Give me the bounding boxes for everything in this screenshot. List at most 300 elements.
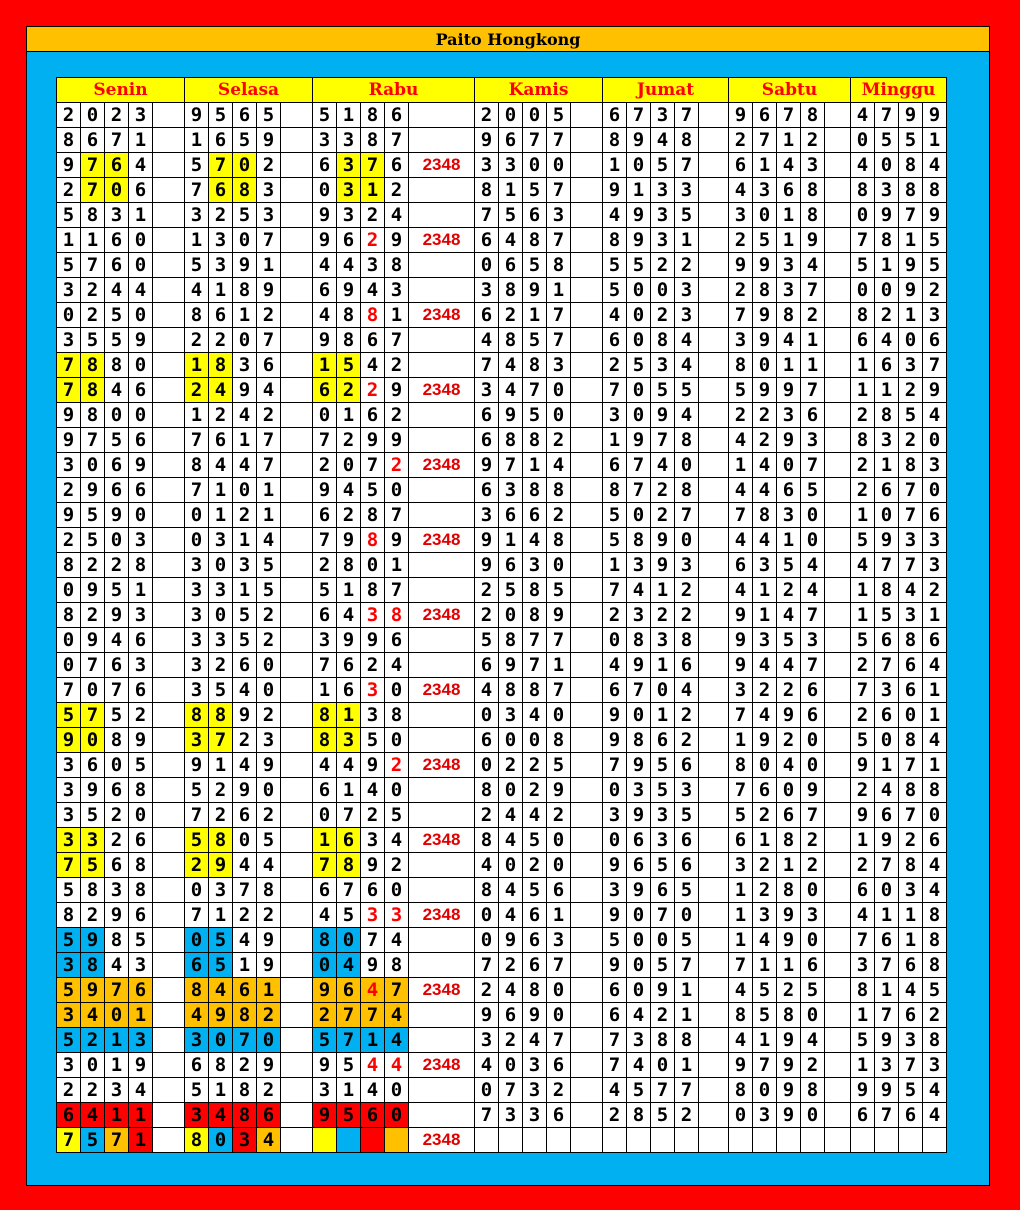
digit-cell-selasa: 8 — [233, 178, 257, 203]
spacer-cell — [571, 153, 603, 178]
digit-cell-rabu: 1 — [361, 178, 385, 203]
digit-cell-jumat: 1 — [603, 153, 627, 178]
spacer-cell — [281, 653, 313, 678]
spacer-cell — [153, 153, 185, 178]
digit-cell-senin: 5 — [105, 578, 129, 603]
digit-cell-selasa: 0 — [233, 828, 257, 853]
digit-cell-senin: 7 — [81, 653, 105, 678]
spacer-cell — [281, 878, 313, 903]
day-header-rabu: Rabu — [313, 78, 475, 103]
spacer-cell — [153, 478, 185, 503]
digit-cell-minggu: 9 — [899, 278, 923, 303]
digit-cell-kamis: 5 — [499, 203, 523, 228]
digit-cell-sabtu — [729, 1128, 753, 1153]
digit-cell-kamis: 3 — [523, 1053, 547, 1078]
spacer-cell — [571, 953, 603, 978]
digit-cell-senin: 7 — [81, 253, 105, 278]
spacer-cell — [571, 1103, 603, 1128]
digit-cell-rabu: 2 — [385, 453, 409, 478]
spacer-cell — [153, 828, 185, 853]
digit-cell-kamis: 9 — [547, 603, 571, 628]
rabu-marker: 2348 — [409, 828, 475, 853]
spacer-cell — [825, 353, 851, 378]
digit-cell-selasa: 2 — [233, 503, 257, 528]
digit-cell-selasa: 8 — [209, 353, 233, 378]
digit-cell-minggu: 8 — [923, 1028, 947, 1053]
digit-cell-sabtu: 3 — [753, 553, 777, 578]
digit-cell-sabtu: 7 — [777, 103, 801, 128]
spacer-cell — [153, 253, 185, 278]
digit-cell-rabu: 6 — [361, 403, 385, 428]
digit-cell-selasa: 9 — [185, 103, 209, 128]
digit-cell-rabu — [313, 1128, 337, 1153]
table-row — [57, 553, 947, 578]
spacer-cell — [825, 578, 851, 603]
spacer-cell — [571, 703, 603, 728]
rabu-marker: 2348 — [409, 453, 475, 478]
digit-cell-minggu: 7 — [899, 478, 923, 503]
digit-cell-kamis: 1 — [547, 653, 571, 678]
digit-cell-selasa: 1 — [233, 953, 257, 978]
digit-cell-senin: 4 — [105, 278, 129, 303]
digit-cell-senin: 7 — [81, 178, 105, 203]
digit-cell-kamis: 7 — [523, 378, 547, 403]
digit-cell-minggu: 2 — [923, 1003, 947, 1028]
digit-cell-rabu: 1 — [337, 778, 361, 803]
digit-cell-minggu: 7 — [875, 1103, 899, 1128]
rabu-marker — [409, 728, 475, 753]
digit-cell-jumat: 4 — [651, 453, 675, 478]
digit-cell-selasa: 3 — [233, 1128, 257, 1153]
digit-cell-selasa: 9 — [257, 753, 281, 778]
digit-cell-rabu: 2 — [361, 378, 385, 403]
digit-cell-jumat: 3 — [675, 553, 699, 578]
digit-cell-senin: 2 — [81, 278, 105, 303]
digit-cell-senin: 5 — [57, 878, 81, 903]
digit-cell-kamis: 7 — [523, 628, 547, 653]
digit-cell-senin: 0 — [57, 578, 81, 603]
digit-cell-selasa: 2 — [233, 728, 257, 753]
digit-cell-rabu: 3 — [361, 603, 385, 628]
digit-cell-sabtu: 4 — [753, 703, 777, 728]
digit-cell-selasa: 6 — [257, 1103, 281, 1128]
digit-cell-rabu: 9 — [385, 228, 409, 253]
digit-cell-sabtu — [753, 1128, 777, 1153]
digit-cell-rabu: 4 — [313, 903, 337, 928]
digit-cell-rabu: 3 — [361, 903, 385, 928]
digit-cell-senin: 2 — [81, 1028, 105, 1053]
digit-cell-selasa: 3 — [209, 253, 233, 278]
digit-cell-senin: 0 — [129, 353, 153, 378]
digit-cell-minggu: 6 — [851, 328, 875, 353]
digit-cell-jumat: 4 — [675, 328, 699, 353]
digit-cell-rabu: 4 — [361, 978, 385, 1003]
rabu-marker — [409, 278, 475, 303]
digit-cell-sabtu: 9 — [777, 1078, 801, 1103]
table-row — [57, 703, 947, 728]
digit-cell-sabtu: 9 — [729, 603, 753, 628]
digit-cell-selasa: 0 — [233, 153, 257, 178]
digit-cell-rabu — [361, 1128, 385, 1153]
digit-cell-selasa: 4 — [185, 1003, 209, 1028]
digit-cell-sabtu: 7 — [801, 453, 825, 478]
digit-cell-selasa: 3 — [209, 578, 233, 603]
digit-cell-senin: 8 — [57, 553, 81, 578]
digit-cell-sabtu: 8 — [801, 203, 825, 228]
digit-cell-minggu: 9 — [875, 1028, 899, 1053]
digit-cell-rabu: 3 — [313, 1078, 337, 1103]
digit-cell-senin: 7 — [57, 353, 81, 378]
table-row — [57, 753, 947, 778]
spacer-cell — [281, 678, 313, 703]
digit-cell-rabu: 6 — [385, 103, 409, 128]
digit-cell-minggu: 4 — [899, 578, 923, 603]
digit-cell-minggu: 5 — [851, 528, 875, 553]
digit-cell-sabtu: 5 — [801, 478, 825, 503]
digit-cell-rabu: 4 — [313, 303, 337, 328]
table-row — [57, 1128, 947, 1153]
digit-cell-jumat: 3 — [651, 228, 675, 253]
digit-cell-minggu: 7 — [899, 753, 923, 778]
digit-cell-jumat: 4 — [603, 653, 627, 678]
digit-cell-senin: 3 — [129, 603, 153, 628]
digit-cell-senin: 0 — [81, 453, 105, 478]
spacer-cell — [699, 778, 729, 803]
digit-cell-jumat: 2 — [675, 578, 699, 603]
digit-cell-minggu: 5 — [851, 1028, 875, 1053]
digit-cell-rabu: 7 — [361, 928, 385, 953]
digit-cell-sabtu: 7 — [801, 278, 825, 303]
digit-cell-sabtu: 9 — [753, 378, 777, 403]
digit-cell-jumat: 1 — [651, 653, 675, 678]
digit-cell-minggu: 0 — [923, 803, 947, 828]
digit-cell-rabu: 9 — [313, 328, 337, 353]
digit-cell-selasa: 5 — [233, 203, 257, 228]
rabu-marker — [409, 653, 475, 678]
digit-cell-kamis: 8 — [547, 728, 571, 753]
digit-cell-selasa: 8 — [233, 1078, 257, 1103]
digit-cell-selasa: 4 — [233, 403, 257, 428]
spacer-cell — [571, 103, 603, 128]
digit-cell-kamis: 8 — [499, 628, 523, 653]
digit-cell-rabu: 1 — [361, 1028, 385, 1053]
digit-cell-selasa: 3 — [209, 528, 233, 553]
digit-cell-selasa: 2 — [257, 803, 281, 828]
digit-cell-rabu: 6 — [313, 378, 337, 403]
digit-cell-sabtu: 0 — [753, 753, 777, 778]
digit-cell-rabu: 0 — [361, 553, 385, 578]
digit-cell-senin: 2 — [105, 553, 129, 578]
digit-cell-kamis: 3 — [475, 503, 499, 528]
digit-cell-selasa: 5 — [209, 103, 233, 128]
digit-cell-jumat: 0 — [651, 678, 675, 703]
digit-cell-selasa: 6 — [209, 178, 233, 203]
digit-cell-kamis: 6 — [523, 503, 547, 528]
digit-cell-sabtu: 9 — [753, 328, 777, 353]
digit-cell-senin: 9 — [81, 928, 105, 953]
digit-cell-jumat: 3 — [651, 353, 675, 378]
digit-cell-senin: 3 — [57, 328, 81, 353]
spacer-cell — [571, 803, 603, 828]
digit-cell-minggu: 0 — [923, 478, 947, 503]
rabu-marker — [409, 178, 475, 203]
spacer-cell — [281, 178, 313, 203]
digit-cell-senin: 6 — [105, 653, 129, 678]
digit-cell-jumat: 5 — [603, 503, 627, 528]
spacer-cell — [699, 303, 729, 328]
spacer-cell — [281, 728, 313, 753]
spacer-cell — [825, 803, 851, 828]
digit-cell-kamis: 7 — [547, 178, 571, 203]
digit-cell-jumat: 2 — [675, 603, 699, 628]
digit-cell-kamis: 9 — [475, 453, 499, 478]
spacer-cell — [571, 328, 603, 353]
digit-cell-rabu: 8 — [361, 578, 385, 603]
spacer-cell — [281, 228, 313, 253]
digit-cell-selasa: 4 — [257, 1128, 281, 1153]
spacer-cell — [153, 1078, 185, 1103]
digit-cell-sabtu — [777, 1128, 801, 1153]
digit-cell-minggu: 5 — [851, 728, 875, 753]
digit-cell-jumat: 5 — [675, 203, 699, 228]
digit-cell-kamis: 8 — [523, 228, 547, 253]
digit-cell-minggu: 2 — [851, 653, 875, 678]
digit-cell-kamis — [523, 1128, 547, 1153]
digit-cell-selasa: 5 — [257, 553, 281, 578]
digit-cell-senin: 0 — [105, 1003, 129, 1028]
digit-cell-senin: 8 — [81, 353, 105, 378]
digit-cell-kamis: 5 — [523, 828, 547, 853]
rabu-marker — [409, 778, 475, 803]
digit-cell-selasa: 9 — [233, 253, 257, 278]
digit-cell-selasa: 9 — [257, 953, 281, 978]
spacer-cell — [699, 903, 729, 928]
digit-cell-rabu: 0 — [385, 1103, 409, 1128]
digit-cell-minggu: 8 — [923, 178, 947, 203]
digit-cell-minggu: 6 — [875, 353, 899, 378]
spacer-cell — [153, 303, 185, 328]
digit-cell-kamis: 7 — [547, 228, 571, 253]
spacer-cell — [699, 203, 729, 228]
page-title: Paito Hongkong — [26, 26, 990, 52]
digit-cell-jumat: 9 — [627, 228, 651, 253]
digit-cell-rabu: 9 — [385, 528, 409, 553]
digit-cell-sabtu: 9 — [753, 728, 777, 753]
digit-cell-selasa: 3 — [185, 553, 209, 578]
digit-cell-selasa: 1 — [233, 303, 257, 328]
digit-cell-jumat: 9 — [627, 128, 651, 153]
digit-cell-jumat: 9 — [603, 903, 627, 928]
rabu-marker: 2348 — [409, 153, 475, 178]
digit-cell-jumat: 2 — [603, 1103, 627, 1128]
digit-cell-sabtu: 4 — [729, 428, 753, 453]
digit-cell-rabu: 5 — [385, 803, 409, 828]
digit-cell-kamis: 0 — [499, 1053, 523, 1078]
digit-cell-kamis: 0 — [547, 853, 571, 878]
table-row — [57, 128, 947, 153]
digit-cell-minggu: 4 — [923, 1078, 947, 1103]
spacer-cell — [699, 853, 729, 878]
digit-cell-jumat: 0 — [627, 153, 651, 178]
digit-cell-kamis: 4 — [499, 828, 523, 853]
digit-cell-senin: 4 — [81, 1103, 105, 1128]
spacer-cell — [153, 928, 185, 953]
digit-cell-selasa: 7 — [257, 428, 281, 453]
digit-cell-rabu: 2 — [361, 228, 385, 253]
digit-cell-rabu: 2 — [337, 503, 361, 528]
digit-cell-minggu: 4 — [875, 778, 899, 803]
spacer-cell — [571, 853, 603, 878]
rabu-marker: 2348 — [409, 753, 475, 778]
digit-cell-rabu: 4 — [361, 778, 385, 803]
digit-cell-sabtu: 2 — [753, 878, 777, 903]
digit-cell-minggu: 6 — [923, 628, 947, 653]
digit-cell-kamis: 5 — [523, 878, 547, 903]
spacer-cell — [699, 1053, 729, 1078]
digit-cell-minggu: 0 — [875, 503, 899, 528]
digit-cell-kamis: 0 — [523, 153, 547, 178]
digit-cell-sabtu: 9 — [777, 1028, 801, 1053]
digit-cell-selasa: 5 — [209, 678, 233, 703]
spacer-cell — [699, 803, 729, 828]
digit-cell-rabu: 0 — [313, 403, 337, 428]
digit-cell-jumat: 0 — [675, 528, 699, 553]
digit-cell-minggu: 6 — [875, 928, 899, 953]
digit-cell-jumat: 7 — [603, 753, 627, 778]
digit-cell-rabu: 5 — [337, 903, 361, 928]
digit-cell-kamis: 8 — [499, 678, 523, 703]
digit-cell-selasa: 0 — [233, 228, 257, 253]
digit-cell-minggu: 3 — [899, 1028, 923, 1053]
digit-cell-selasa: 7 — [185, 478, 209, 503]
digit-cell-senin: 6 — [129, 428, 153, 453]
digit-cell-rabu: 0 — [337, 928, 361, 953]
digit-cell-sabtu: 7 — [801, 653, 825, 678]
spacer-cell — [825, 278, 851, 303]
digit-cell-rabu: 7 — [385, 578, 409, 603]
spacer-cell — [699, 128, 729, 153]
digit-cell-senin: 6 — [129, 628, 153, 653]
digit-cell-senin: 8 — [105, 928, 129, 953]
digit-cell-kamis: 7 — [475, 953, 499, 978]
digit-cell-selasa: 3 — [257, 728, 281, 753]
digit-cell-minggu: 1 — [923, 678, 947, 703]
spacer-cell — [699, 953, 729, 978]
digit-cell-selasa: 9 — [233, 778, 257, 803]
digit-cell-sabtu: 3 — [753, 628, 777, 653]
digit-cell-rabu: 3 — [361, 703, 385, 728]
spacer-cell — [281, 128, 313, 153]
digit-cell-minggu — [923, 1128, 947, 1153]
digit-cell-sabtu: 1 — [729, 728, 753, 753]
digit-cell-rabu: 2 — [385, 353, 409, 378]
digit-cell-selasa: 5 — [257, 578, 281, 603]
spacer-cell — [281, 603, 313, 628]
digit-cell-senin: 9 — [129, 728, 153, 753]
table-row — [57, 628, 947, 653]
spacer-cell — [825, 1003, 851, 1028]
digit-cell-selasa: 4 — [185, 278, 209, 303]
digit-cell-jumat: 2 — [651, 1003, 675, 1028]
digit-cell-sabtu: 3 — [753, 178, 777, 203]
digit-cell-sabtu: 5 — [753, 228, 777, 253]
digit-cell-jumat: 0 — [675, 903, 699, 928]
digit-cell-jumat: 5 — [651, 778, 675, 803]
digit-cell-senin: 2 — [105, 828, 129, 853]
table-row — [57, 203, 947, 228]
digit-cell-minggu: 9 — [851, 753, 875, 778]
digit-cell-jumat: 0 — [651, 1053, 675, 1078]
digit-cell-kamis: 3 — [547, 203, 571, 228]
spacer-cell — [571, 1003, 603, 1028]
digit-cell-rabu: 9 — [337, 528, 361, 553]
digit-cell-minggu: 4 — [851, 553, 875, 578]
spacer-cell — [281, 928, 313, 953]
digit-cell-kamis: 2 — [499, 303, 523, 328]
digit-cell-minggu: 3 — [875, 1053, 899, 1078]
digit-cell-minggu: 1 — [923, 603, 947, 628]
digit-cell-kamis: 4 — [475, 853, 499, 878]
spacer-cell — [281, 753, 313, 778]
digit-cell-minggu: 1 — [875, 903, 899, 928]
digit-cell-kamis: 7 — [547, 628, 571, 653]
digit-cell-selasa: 5 — [185, 153, 209, 178]
digit-cell-rabu: 8 — [361, 303, 385, 328]
digit-cell-selasa: 3 — [233, 553, 257, 578]
digit-cell-senin: 7 — [105, 128, 129, 153]
digit-cell-minggu: 7 — [851, 928, 875, 953]
digit-cell-jumat: 4 — [603, 303, 627, 328]
digit-cell-minggu: 7 — [875, 103, 899, 128]
digit-cell-rabu: 5 — [337, 353, 361, 378]
digit-cell-rabu: 7 — [385, 328, 409, 353]
digit-cell-minggu: 9 — [875, 1078, 899, 1103]
digit-cell-rabu: 7 — [337, 878, 361, 903]
digit-cell-jumat: 3 — [627, 1028, 651, 1053]
spacer-cell — [699, 603, 729, 628]
digit-cell-jumat: 5 — [675, 878, 699, 903]
digit-cell-rabu: 1 — [337, 403, 361, 428]
digit-cell-kamis: 2 — [523, 853, 547, 878]
digit-cell-rabu: 6 — [361, 878, 385, 903]
table-row — [57, 603, 947, 628]
digit-cell-sabtu: 7 — [753, 128, 777, 153]
digit-cell-sabtu: 0 — [801, 753, 825, 778]
digit-cell-minggu: 3 — [851, 953, 875, 978]
digit-cell-selasa: 2 — [209, 203, 233, 228]
digit-cell-kamis: 2 — [475, 603, 499, 628]
digit-cell-senin: 0 — [129, 803, 153, 828]
digit-cell-senin: 1 — [105, 1103, 129, 1128]
digit-cell-rabu: 4 — [313, 253, 337, 278]
digit-cell-selasa: 1 — [209, 503, 233, 528]
digit-cell-senin: 6 — [129, 378, 153, 403]
digit-cell-kamis: 6 — [499, 128, 523, 153]
digit-cell-kamis: 4 — [499, 878, 523, 903]
spacer-cell — [825, 103, 851, 128]
digit-cell-kamis: 0 — [475, 253, 499, 278]
digit-cell-senin: 2 — [57, 528, 81, 553]
digit-cell-kamis: 8 — [523, 428, 547, 453]
digit-cell-minggu: 3 — [923, 453, 947, 478]
digit-cell-senin: 4 — [105, 953, 129, 978]
digit-cell-minggu: 7 — [875, 553, 899, 578]
spacer-cell — [153, 403, 185, 428]
digit-cell-kamis: 8 — [547, 528, 571, 553]
digit-cell-sabtu: 8 — [729, 753, 753, 778]
digit-cell-senin: 8 — [57, 128, 81, 153]
digit-cell-jumat: 0 — [675, 453, 699, 478]
